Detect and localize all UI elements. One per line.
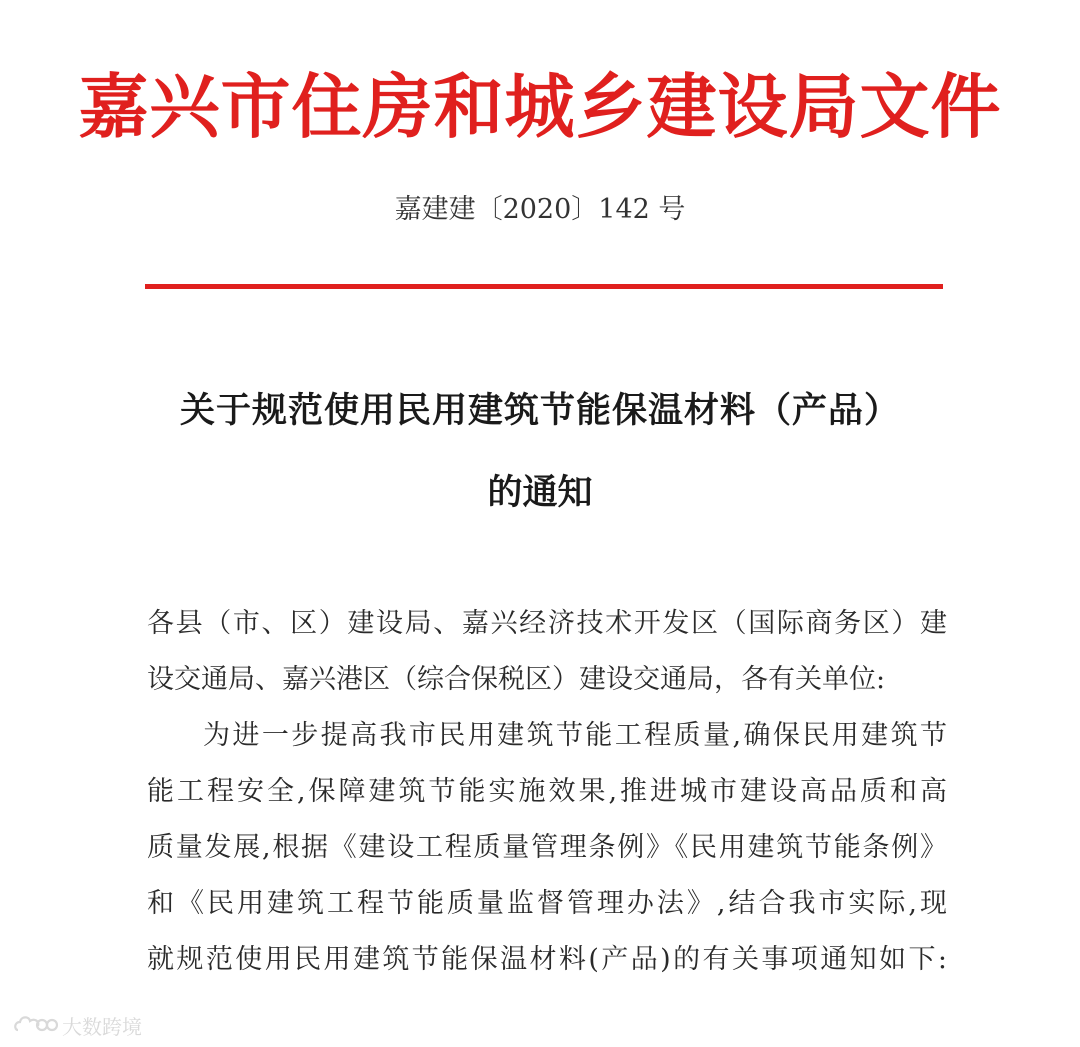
paragraph-line: 和《民用建筑工程节能质量监督管理办法》,结合我市实际,现 <box>147 888 947 919</box>
addressee-line-1: 各县（市、区）建设局、嘉兴经济技术开发区（国际商务区）建 <box>147 608 947 639</box>
paragraph-line: 质量发展,根据《建设工程质量管理条例》《民用建筑节能条例》 <box>147 832 947 863</box>
paragraph-line: 能工程安全,保障建筑节能实施效果,推进城市建设高品质和高 <box>147 776 947 807</box>
document-issuer-header: 嘉兴市住房和城乡建设局文件 <box>78 65 1002 148</box>
paragraph-line: 就规范使用民用建筑节能保温材料(产品)的有关事项通知如下: <box>147 944 947 975</box>
watermark-text: 大数跨境 <box>62 1014 142 1039</box>
notice-title-line-1: 关于规范使用民用建筑节能保温材料（产品） <box>179 391 900 431</box>
paragraph-line: 为进一步提高我市民用建筑节能工程质量,确保民用建筑节 <box>203 720 947 751</box>
addressee-line-2: 设交通局、嘉兴港区（综合保税区）建设交通局，各有关单位: <box>147 664 886 695</box>
notice-title-line-2: 的通知 <box>487 473 593 513</box>
watermark <box>12 1010 142 1040</box>
cloud-logo-icon <box>12 1012 58 1038</box>
document-number: 嘉建建〔2020〕142 号 <box>394 194 686 225</box>
red-divider-rule <box>145 284 943 289</box>
